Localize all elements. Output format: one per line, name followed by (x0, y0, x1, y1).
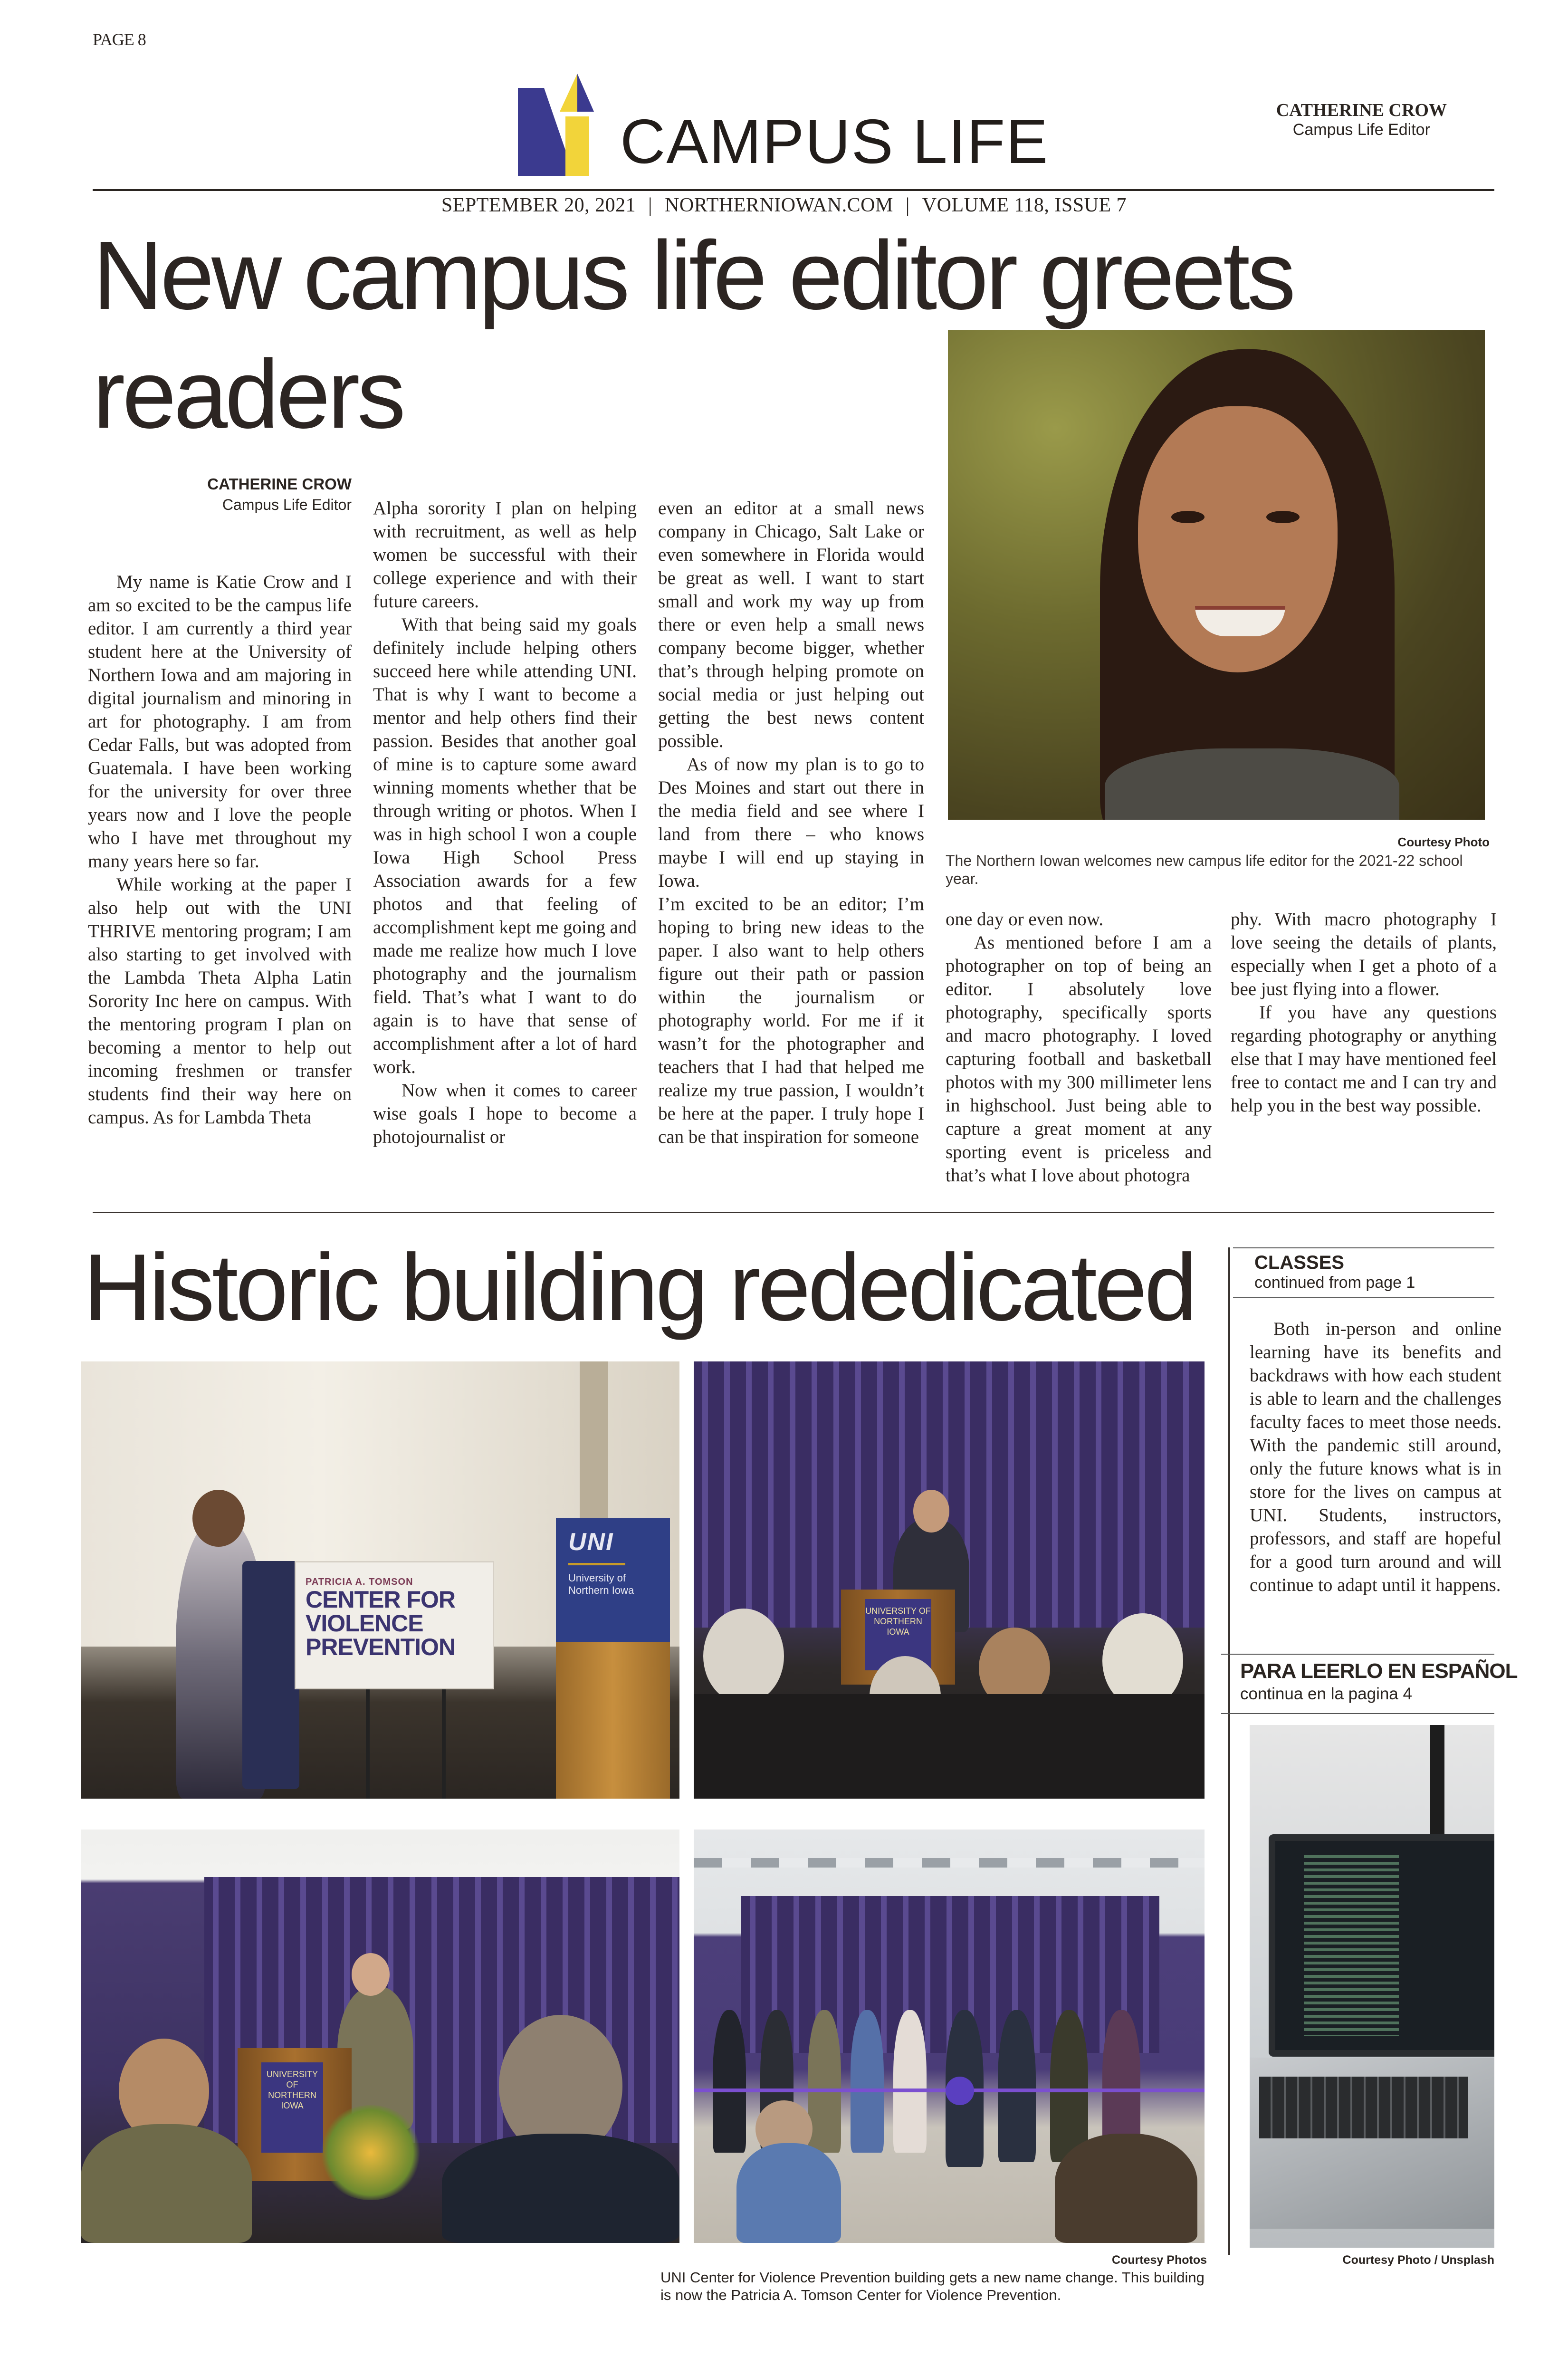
article1-paragraph: As of now my plan is to go to Des Moines and start out there in the media field and see where I land from there – who knows maybe I will end up staying in Iowa. (658, 754, 924, 891)
article1-column-4 (946, 908, 1212, 1187)
audience-member (442, 2134, 679, 2243)
easel-leg (442, 1689, 446, 1799)
audience-head (703, 1609, 784, 1704)
portrait-eye (1266, 511, 1300, 523)
portrait-eye (1171, 511, 1205, 523)
header-editor-name: CATHERINE CROW (1276, 100, 1447, 120)
rededication-photo-ribbon-cutting (694, 1830, 1205, 2243)
sign-line: PREVENTION (306, 1634, 456, 1660)
editor-portrait-photo (948, 330, 1485, 820)
laptop-photo-lamp (1430, 1725, 1444, 1839)
portrait-shirt (1105, 748, 1399, 820)
article1-paragraph: Alpha sorority I plan on helping with recruitment, as well as help women be successful with their college experience and with their future careers. (373, 498, 637, 612)
laptop-base (1250, 2058, 1494, 2229)
article1-paragraph: With that being said my goals definitely include helping others succeed here while attending UNI. That is why I want to become a mentor and help others find their passion. Besides that another goal of mine is to capture some award winning moments whether that be through writing or photos. When I was in high school I won a couple Iowa High School Press Association awards for a few photos and that feeling of accomplishment kept me going and made me realize how much I love photography and the journalism field. That’s what I want to do again is to have that sense of accomplishment after a lot of hard work. (373, 614, 637, 1077)
article1-column-1 (88, 570, 352, 1129)
easel-leg (366, 1689, 370, 1799)
rededication-photo-speaker (694, 1361, 1205, 1799)
section-title: CAMPUS LIFE (620, 106, 1049, 176)
podium-sign: UNIVERSITY OF NORTHERN IOWA (865, 1599, 931, 1670)
audience-member (736, 2143, 841, 2243)
photo-unveiled-cloth (242, 1561, 299, 1789)
banner-text: University of (568, 1572, 626, 1584)
banner-bar (568, 1563, 625, 1565)
banner-uni-logo: UNI (568, 1528, 614, 1556)
section-divider (93, 1212, 1494, 1213)
page-number: PAGE 8 (93, 30, 146, 49)
article2-headline: Historic building rededicated (83, 1235, 1195, 1341)
article1-paragraph: If you have any questions regarding photography or anything else that I may have mentioned feel free to contact me and I can try and help you in the best way possible. (1231, 1002, 1497, 1116)
volume-issue: VOLUME 118, ISSUE 7 (922, 194, 1127, 216)
article1-paragraph: I’m excited to be an editor; I’m hoping to bring new ideas to the paper. I also want to help others figure out their path or passion within the journalism or photography world. For me if it wasn’t for the photographer and teachers that I had that helped me realize my true passion, I wouldn’t be here at the paper. I truly hope I can be that inspiration for someone (658, 894, 924, 1147)
header-editor-byline (1276, 100, 1447, 139)
sidebar-divider (1233, 1247, 1494, 1248)
audience-row (694, 1694, 1205, 1799)
issue-date: SEPTEMBER 20, 2021 (441, 194, 636, 216)
photo-curtain (741, 1896, 1159, 2053)
logo-i-stem (565, 116, 589, 176)
dateline-separator: | (905, 194, 910, 216)
photo-uni-banner (556, 1518, 670, 1642)
article1-paragraph: My name is Katie Crow and I am so excited to be the campus life editor. I am currently a third year student here at the University of Northern Iowa and am majoring in digital journalism and minoring in art for photography. I am from Cedar Falls, but was adopted from Guatemala. I have been working for the university for over three years now and I love the people who I have met throughout my many years here so far. (88, 572, 352, 872)
laptop-screen (1269, 1834, 1494, 2057)
photo-speaker-head (352, 1953, 390, 1996)
byline-title: Campus Life Editor (222, 496, 352, 513)
sidebar-divider (1233, 1297, 1494, 1298)
article1-byline (93, 475, 352, 514)
photo-podium (556, 1642, 670, 1799)
ribbon-bow (946, 2077, 974, 2105)
laptop-code (1304, 1855, 1399, 2036)
photo-flowers (318, 2105, 423, 2200)
ceremony-person (893, 2010, 927, 2153)
ceremony-person (1050, 2010, 1088, 2162)
article1-column-3 (658, 497, 924, 1149)
podium-sign: UNIVERSITY OF NORTHERN IOWA (261, 2062, 323, 2153)
laptop-keyboard (1259, 2077, 1468, 2138)
sidebar-rule (1228, 1247, 1230, 2255)
classes-jump-subtitle: continued from page 1 (1254, 1274, 1415, 1292)
article1-column-5 (1231, 908, 1497, 1117)
sidebar-divider (1221, 1713, 1494, 1714)
portrait-photo-caption: The Northern Iowan welcomes new campus life editor for the 2021-22 school year. (946, 852, 1463, 887)
spanish-jump-subtitle: continua en la pagina 4 (1240, 1685, 1412, 1703)
laptop-photo (1250, 1725, 1494, 2248)
header-editor-title: Campus Life Editor (1292, 121, 1430, 139)
rededication-photo-military-speaker (81, 1830, 679, 2243)
ceremony-person (713, 2010, 746, 2153)
sign-line: CENTER FOR (306, 1586, 455, 1613)
sidebar-divider (1221, 1654, 1494, 1655)
logo-arrow-blue (577, 74, 594, 112)
laptop-photo-credit: Courtesy Photo / Unsplash (1342, 2253, 1494, 2267)
byline-name: CATHERINE CROW (207, 475, 352, 493)
logo-n-stroke (518, 88, 570, 176)
spanish-jump-title: PARA LEERLO EN ESPAÑOL (1240, 1659, 1518, 1683)
article1-paragraph: one day or even now. (946, 909, 1104, 929)
article1-paragraph: phy. With macro photography I love seeing the details of plants, especially when I get a photo of a bee just flying into a flower. (1231, 909, 1497, 999)
article1-paragraph: As mentioned before I am a photographer on top of being an editor. I absolutely love photography, specifically sports and macro photography. I loved capturing football and basketball photos with my 300 millimeter lens in highschool. Just being able to capture a great moment at any sporting event is priceless and that’s what I love about photogra (946, 932, 1212, 1186)
article1-paragraph: While working at the paper I also help out with the UNI THRIVE mentoring program; I am also starting to get involved with the Lambda Theta Alpha Latin Sorority Inc here on campus. With the mentoring program I plan on becoming a mentor to help out incoming freshmen or transfer students find their way here on campus. As for Lambda Theta (88, 874, 352, 1128)
article1-column-2 (373, 497, 637, 1149)
portrait-photo-credit: Courtesy Photo (1397, 835, 1490, 849)
photo-sign (295, 1561, 494, 1689)
rededication-photo-caption: UNI Center for Violence Prevention building gets a new name change. This building is now the Patricia A. Tomson Center for Violence Prevention. (660, 2269, 1205, 2303)
dateline-separator: | (648, 194, 653, 216)
article1-headline: New campus life editor greets readers (93, 221, 1293, 449)
logo-arrow-yellow (560, 74, 577, 112)
article1-paragraph: even an editor at a small news company in Chicago, Salt Lake or even somewhere in Florida would be great as well. I want to start small and work my way up from there or even help a small news company become bigger, whether that’s through helping promote on social media or just helping out getting the best news content possible. (658, 498, 924, 751)
article1-paragraph: Now when it comes to career wise goals I hope to become a photojournalist or (373, 1080, 637, 1147)
ceremony-person (808, 2010, 841, 2153)
website-link[interactable]: NORTHERNIOWAN.COM (665, 194, 893, 216)
banner-text: Northern Iowa (568, 1584, 634, 1596)
dateline (0, 194, 1568, 217)
audience-soldier (81, 2124, 252, 2243)
photo-woman-head (192, 1490, 245, 1547)
classes-jump-title: CLASSES (1254, 1252, 1344, 1273)
ceremony-person (998, 2010, 1036, 2162)
northern-iowan-logo (518, 74, 613, 178)
rededication-photo-unveiling (81, 1361, 679, 1799)
ceremony-person (1102, 2010, 1140, 2153)
header-rule (93, 189, 1494, 191)
classes-continued-text (1250, 1317, 1501, 1597)
ceremony-person (851, 2010, 884, 2153)
sign-small-text: PATRICIA A. TOMSON (306, 1577, 413, 1587)
sign-line: VIOLENCE (306, 1610, 423, 1637)
rededication-photo-credit: Courtesy Photos (1111, 2253, 1207, 2267)
classes-paragraph: Both in-person and online learning have its benefits and backdraws with how each student is able to learn and the challenges faculty faces to meet those needs. With the pandemic still around, only the future knows what is in store for the lives on campus at UNI. Students, instructors, professors, and staff are hopeful for a good turn around and will continue to adapt until it happens. (1250, 1319, 1501, 1595)
photo-ceiling (694, 1858, 1205, 1868)
audience-member (1055, 2134, 1197, 2243)
photo-speaker-head (913, 1490, 949, 1533)
